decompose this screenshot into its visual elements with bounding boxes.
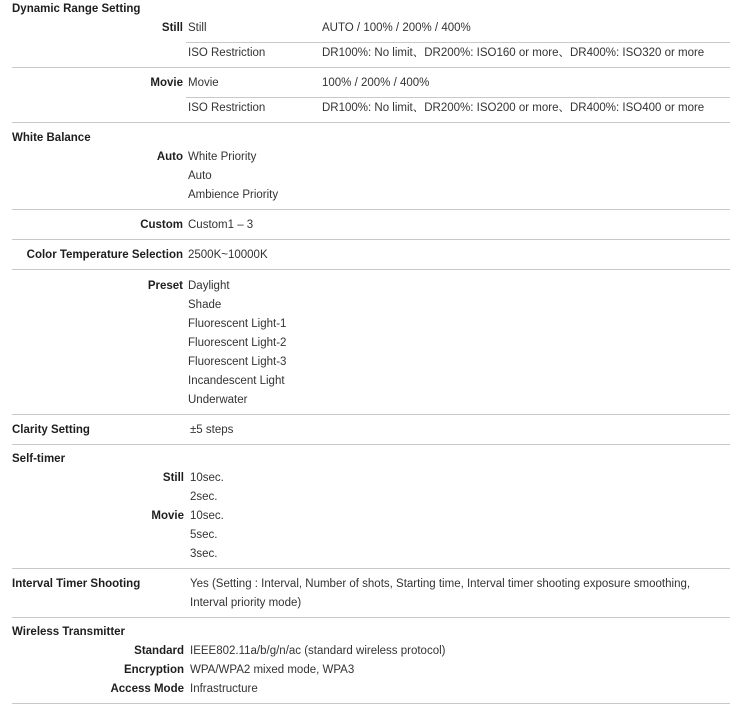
wl-encryption-label: Encryption — [123, 664, 184, 676]
wl-encryption-value: WPA/WPA2 mixed mode, WPA3 — [190, 664, 355, 676]
interval-value-line2: Interval priority mode) — [190, 597, 302, 609]
divider — [186, 97, 730, 98]
divider — [12, 239, 730, 240]
wb-color-temp-value: 2500K~10000K — [188, 249, 268, 261]
wl-access-value: Infrastructure — [190, 683, 258, 695]
dr-still-iso-value: DR100%: No limit、DR200%: ISO160 or more、DR400%: ISO320 or more — [322, 47, 705, 59]
dr-still-value: AUTO / 100% / 200% / 400% — [322, 22, 471, 34]
section-title-dynamic-range: Dynamic Range Setting — [12, 3, 141, 15]
wb-auto-item: White Priority — [188, 151, 257, 163]
wb-preset-item: Fluorescent Light-3 — [188, 356, 287, 368]
wb-custom-label: Custom — [140, 219, 183, 231]
wb-auto-label: Auto — [156, 151, 183, 163]
divider — [12, 568, 730, 569]
wl-access-label: Access Mode — [110, 683, 184, 695]
clarity-value: ±5 steps — [190, 424, 234, 436]
st-still-label: Still — [162, 472, 184, 484]
dr-movie-label: Movie — [150, 77, 183, 89]
wb-custom-value: Custom1 – 3 — [188, 219, 254, 231]
wb-auto-item: Auto — [188, 170, 212, 182]
interval-value-line1: Yes (Setting : Interval, Number of shots, Starting time, Interval timer shooting exposure smoothing, — [190, 578, 691, 590]
divider — [12, 414, 730, 415]
section-title-wireless: Wireless Transmitter — [12, 626, 126, 638]
dr-still-sub: Still — [188, 22, 207, 34]
wb-preset-item: Incandescent Light — [188, 375, 285, 387]
wb-preset-item: Fluorescent Light-1 — [188, 318, 287, 330]
section-title-clarity: Clarity Setting — [12, 424, 90, 436]
wb-preset-label: Preset — [147, 280, 183, 292]
dr-movie-value: 100% / 200% / 400% — [322, 77, 430, 89]
st-movie-label: Movie — [151, 510, 184, 522]
wb-color-temp-label: Color Temperature Selection — [26, 249, 183, 261]
divider — [12, 617, 730, 618]
dr-movie-sub: Movie — [188, 77, 219, 89]
wl-standard-label: Standard — [134, 645, 184, 657]
section-title-interval: Interval Timer Shooting — [12, 578, 141, 590]
st-movie-item: 5sec. — [190, 529, 218, 541]
wb-preset-item: Fluorescent Light-2 — [188, 337, 287, 349]
wl-standard-value: IEEE802.11a/b/g/n/ac (standard wireless protocol) — [190, 645, 446, 657]
wb-preset-item: Underwater — [188, 394, 248, 406]
divider — [12, 122, 730, 123]
dr-still-iso-label: ISO Restriction — [188, 47, 266, 59]
wb-auto-item: Ambience Priority — [188, 189, 279, 201]
st-movie-item: 10sec. — [190, 510, 224, 522]
wb-preset-item: Shade — [188, 299, 222, 311]
st-still-item: 10sec. — [190, 472, 224, 484]
divider — [12, 67, 730, 68]
divider — [12, 444, 730, 445]
divider — [12, 703, 730, 704]
st-movie-item: 3sec. — [190, 548, 218, 560]
dr-still-label: Still — [161, 22, 183, 34]
dr-movie-iso-value: DR100%: No limit、DR200%: ISO200 or more、DR400%: ISO400 or more — [322, 102, 705, 114]
divider — [186, 42, 730, 43]
wb-preset-item: Daylight — [188, 280, 230, 292]
dr-movie-iso-label: ISO Restriction — [188, 102, 266, 114]
section-title-white-balance: White Balance — [12, 132, 91, 144]
divider — [12, 209, 730, 210]
section-title-self-timer: Self-timer — [12, 453, 66, 465]
st-still-item: 2sec. — [190, 491, 218, 503]
divider — [12, 269, 730, 270]
